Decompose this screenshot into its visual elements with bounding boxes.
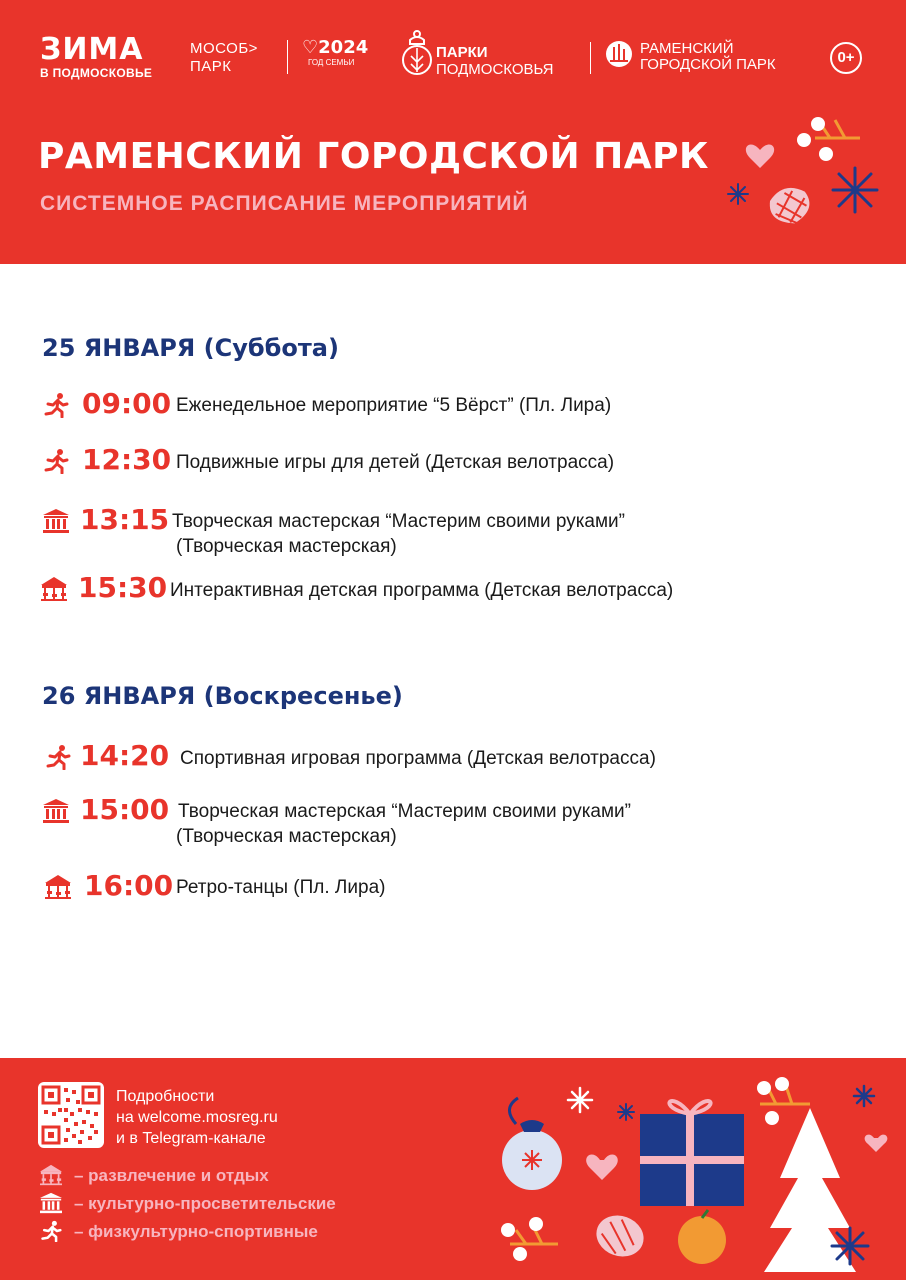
day-heading: 25 ЯНВАРЯ (Суббота) [42, 334, 339, 362]
museum-icon [42, 798, 70, 824]
ramensky-logo-text: РАМЕНСКИЙ ГОРОДСКОЙ ПАРК [640, 40, 776, 73]
park-emblem-icon [604, 38, 634, 70]
year-logo-text: ♡2024 [302, 37, 369, 58]
event-description: Интерактивная детская программа (Детская велотрасса) [170, 580, 674, 601]
header-banner [0, 0, 906, 264]
carousel-icon [40, 576, 68, 602]
zima-logo-subtitle: В ПОДМОСКОВЬЕ [40, 66, 153, 80]
logo-divider [287, 40, 288, 74]
event-description: Подвижные игры для детей (Детская велотрасса) [176, 452, 615, 473]
legend-label: – культурно-просветительские [74, 1194, 336, 1213]
parki-podmoskovya-logo [400, 30, 554, 81]
zima-logo [40, 34, 152, 80]
footer-info-line1: Подробности [116, 1088, 215, 1105]
ramensky-park-logo [604, 38, 776, 75]
runner-icon [42, 448, 70, 474]
event-time: 15:00 [80, 793, 170, 826]
winter-gifts-decoration-icon [480, 1068, 900, 1280]
event-time: 14:20 [80, 739, 170, 772]
carousel-icon [38, 1164, 64, 1186]
year-of-family-logo [302, 38, 368, 68]
footer-banner [0, 1058, 906, 1280]
runner-icon [44, 744, 72, 770]
footer-telegram-link[interactable]: и в Telegram-канале [116, 1130, 266, 1147]
mosobpark-line1: МОСОБ> [190, 40, 258, 57]
day-heading: 26 ЯНВАРЯ (Воскресенье) [42, 682, 403, 710]
event-time: 13:15 [80, 503, 170, 536]
parki-logo-text: ПАРКИ ПОДМОСКОВЬЯ [436, 44, 554, 78]
event-description: Спортивная игровая программа (Детская велотрасса) [180, 748, 656, 769]
carousel-icon [44, 874, 72, 900]
museum-icon [42, 508, 70, 534]
year-logo-subtitle: ГОД СЕМЬИ [308, 58, 355, 67]
runner-icon [42, 392, 70, 418]
mitten-hat-icon [400, 30, 434, 76]
legend-label: – развлечение и отдых [74, 1166, 269, 1185]
event-time: 16:00 [84, 869, 174, 902]
event-description: Ретро-танцы (Пл. Лира) [176, 877, 386, 898]
event-time: 09:00 [82, 387, 172, 420]
museum-icon [38, 1192, 64, 1214]
event-description: Творческая мастерская “Мастерим своими руками” [172, 511, 625, 532]
page-title: РАМЕНСКИЙ ГОРОДСКОЙ ПАРК [38, 136, 709, 177]
zima-logo-title: ЗИМА [40, 32, 144, 67]
logo-divider [590, 42, 591, 74]
event-description: Еженедельное мероприятие “5 Вёрст” (Пл. Лира) [176, 395, 612, 416]
runner-icon [38, 1220, 64, 1242]
event-time: 15:30 [78, 571, 168, 604]
event-location: (Творческая мастерская) [176, 536, 397, 557]
age-rating-badge: 0+ [830, 42, 862, 74]
legend-label: – физкультурно-спортивные [74, 1222, 318, 1241]
event-description: Творческая мастерская “Мастерим своими руками” [178, 801, 631, 822]
heart-icon: ♡ [302, 37, 319, 58]
qr-code-icon[interactable] [38, 1082, 104, 1148]
event-location: (Творческая мастерская) [176, 826, 397, 847]
page-subtitle: СИСТЕМНОЕ РАСПИСАНИЕ МЕРОПРИЯТИЙ [40, 192, 529, 215]
event-time: 12:30 [82, 443, 172, 476]
footer-info [116, 1086, 278, 1149]
winter-decoration-icon [720, 108, 900, 238]
mosobpark-logo [190, 40, 258, 76]
footer-website-link[interactable]: на welcome.mosreg.ru [116, 1109, 278, 1126]
mosobpark-line2: ПАРК [190, 58, 232, 75]
